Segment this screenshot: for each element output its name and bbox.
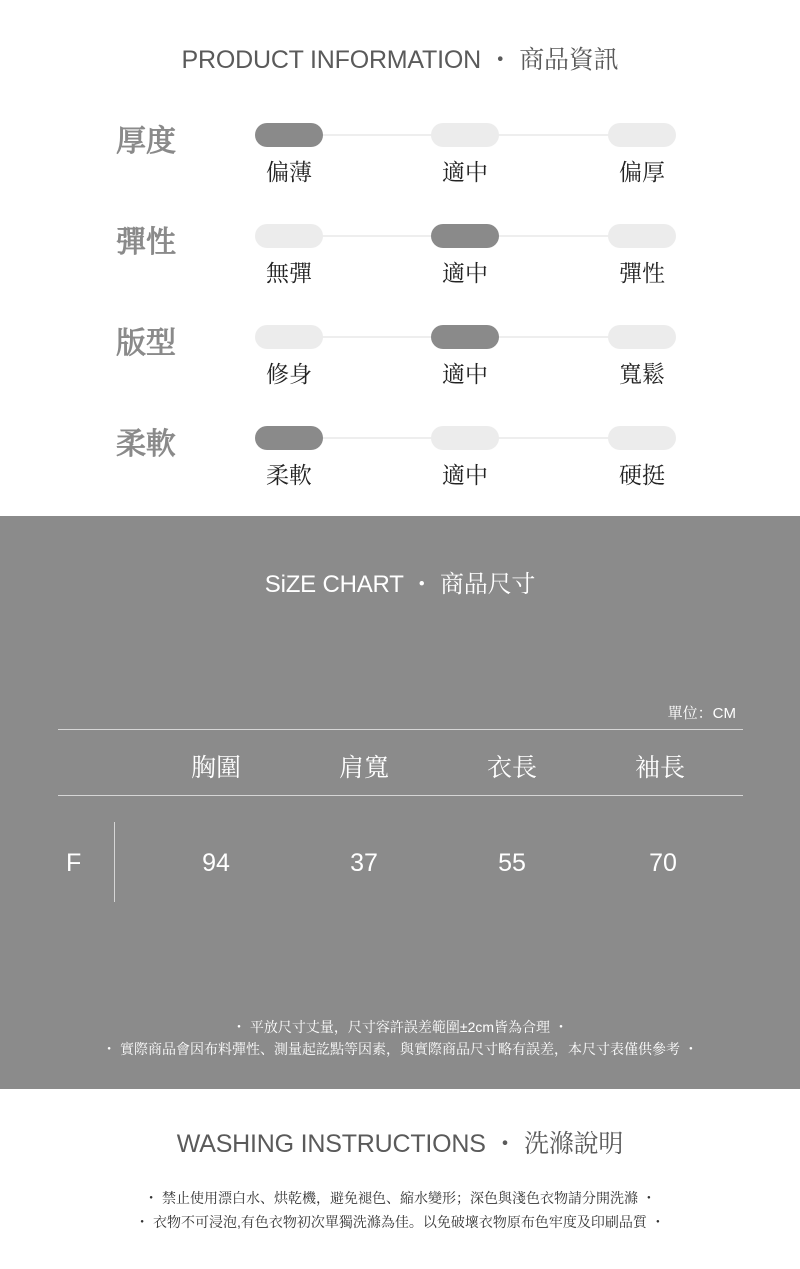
column-header-length: 衣長 xyxy=(486,754,537,782)
attribute-row-elasticity xyxy=(0,213,800,293)
table-cell: 94 xyxy=(202,849,230,877)
size-row-label: F xyxy=(66,849,82,877)
table-header-rule xyxy=(58,795,743,796)
table-top-rule xyxy=(58,729,743,730)
washing-note: ・ 禁止使用漂白水、烘乾機，避免褪色、縮水變形；深色與淺色衣物請分開洗滌 ・ xyxy=(144,1190,656,1206)
scale-pill xyxy=(431,325,499,349)
table-cell: 70 xyxy=(649,849,677,877)
size-note: ・ 實際商品會因布料彈性、測量起訖點等因素，與實際商品尺寸略有誤差，本尺寸表僅供參考 ・ xyxy=(102,1041,698,1057)
scale-pill xyxy=(431,224,499,248)
scale-pill xyxy=(431,123,499,147)
table-cell: 37 xyxy=(350,849,378,877)
scale-option-label: 柔軟 xyxy=(266,462,312,488)
scale-pill xyxy=(608,426,676,450)
scale-option-label: 硬挺 xyxy=(619,462,665,488)
scale-pill xyxy=(255,325,323,349)
column-header-chest: 胸圍 xyxy=(190,754,241,782)
size-chart-title: SiZE CHART ・ 商品尺寸 xyxy=(264,571,536,598)
attribute-name: 柔軟 xyxy=(116,428,176,461)
scale-option-label: 修身 xyxy=(266,361,312,387)
attribute-row-softness xyxy=(0,415,800,495)
scale-option-label: 偏薄 xyxy=(266,159,312,185)
table-cell: 55 xyxy=(498,849,526,877)
washing-title: WASHING INSTRUCTIONS ・ 洗滌說明 xyxy=(176,1130,624,1158)
column-header-shoulder: 肩寬 xyxy=(338,754,389,782)
scale-pill xyxy=(255,224,323,248)
size-chart-section xyxy=(0,516,800,1089)
scale-pill xyxy=(608,224,676,248)
attribute-name: 厚度 xyxy=(116,125,176,158)
attribute-row-thickness xyxy=(0,112,800,192)
unit-label: 單位：CM xyxy=(667,705,736,722)
column-header-sleeve: 袖長 xyxy=(634,754,685,782)
scale-option-label: 彈性 xyxy=(619,260,665,286)
scale-option-label: 無彈 xyxy=(266,260,312,286)
scale-option-label: 適中 xyxy=(442,260,488,286)
scale-pill xyxy=(608,123,676,147)
washing-note: ・ 衣物不可浸泡,有色衣物初次單獨洗滌為佳。以免破壞衣物原布色牢度及印刷品質 ・ xyxy=(135,1214,665,1230)
scale-option-label: 適中 xyxy=(442,159,488,185)
scale-pill xyxy=(431,426,499,450)
scale-option-label: 寬鬆 xyxy=(619,361,665,387)
attribute-row-fit xyxy=(0,314,800,394)
scale-pill xyxy=(608,325,676,349)
scale-option-label: 適中 xyxy=(442,361,488,387)
attribute-name: 版型 xyxy=(116,327,176,360)
product-info-title: PRODUCT INFORMATION ・ 商品資訊 xyxy=(181,46,619,74)
attribute-name: 彈性 xyxy=(116,226,176,259)
scale-option-label: 適中 xyxy=(442,462,488,488)
size-note: ・ 平放尺寸丈量，尺寸容許誤差範圍±2cm皆為合理 ・ xyxy=(232,1019,568,1035)
scale-pill xyxy=(255,426,323,450)
scale-option-label: 偏厚 xyxy=(619,159,665,185)
scale-pill xyxy=(255,123,323,147)
row-divider xyxy=(114,822,115,902)
